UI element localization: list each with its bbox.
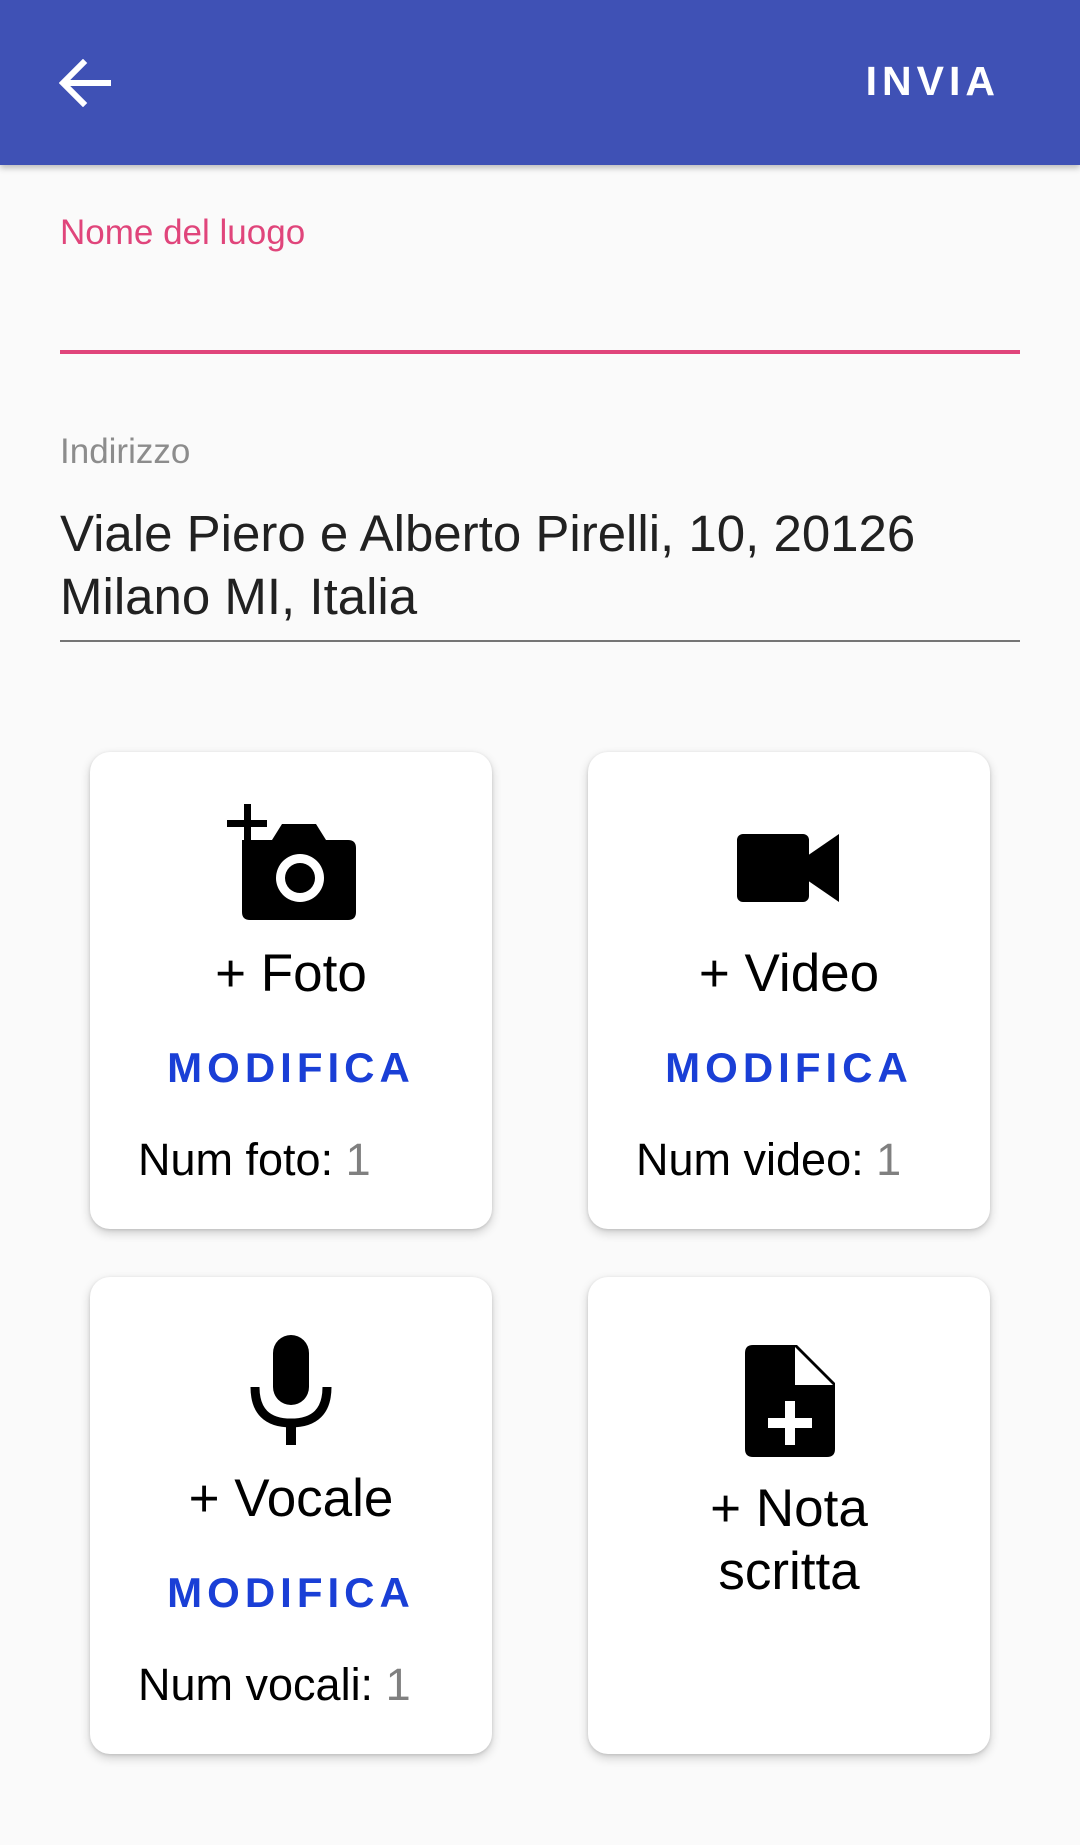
voice-count — [138, 1659, 411, 1711]
video-count — [636, 1134, 901, 1186]
video-card-title: + Video — [698, 944, 880, 1003]
note-title-line2: scritta — [718, 1542, 860, 1601]
photo-edit-button[interactable]: MODIFICA — [167, 1044, 415, 1091]
photo-count-value: 1 — [345, 1134, 371, 1185]
arrow-back-icon — [59, 59, 111, 107]
voice-count-label: Num vocali: — [138, 1659, 374, 1710]
send-button[interactable]: INVIA — [865, 58, 1000, 104]
video-count-label: Num video: — [636, 1134, 864, 1185]
note-card-title — [588, 1477, 990, 1603]
photo-count-label: Num foto: — [138, 1134, 334, 1185]
add-note-card[interactable] — [588, 1277, 990, 1754]
add-photo-card[interactable] — [90, 752, 492, 1229]
video-count-value: 1 — [876, 1134, 902, 1185]
add-video-card[interactable] — [588, 752, 990, 1229]
mic-icon — [249, 1335, 333, 1445]
add-photo-icon — [224, 804, 358, 924]
voice-count-value: 1 — [385, 1659, 411, 1710]
address-label: Indirizzo — [60, 432, 191, 471]
add-voice-card[interactable] — [90, 1277, 492, 1754]
place-name-label: Nome del luogo — [60, 213, 306, 252]
note-add-icon — [743, 1345, 835, 1457]
videocam-icon — [737, 832, 841, 904]
voice-edit-button[interactable]: MODIFICA — [167, 1569, 415, 1616]
video-edit-button[interactable]: MODIFICA — [665, 1044, 913, 1091]
address-field[interactable]: Viale Piero e Alberto Pirelli, 10, 20126 Milano MI, Italia — [60, 502, 1020, 642]
photo-count — [138, 1134, 371, 1186]
back-button[interactable] — [50, 52, 120, 114]
app-bar — [0, 0, 1080, 165]
place-name-input[interactable] — [60, 262, 1020, 354]
voice-card-title: + Vocale — [188, 1469, 394, 1528]
photo-card-title: + Foto — [215, 944, 367, 1003]
note-title-line1: + Nota — [710, 1479, 868, 1538]
